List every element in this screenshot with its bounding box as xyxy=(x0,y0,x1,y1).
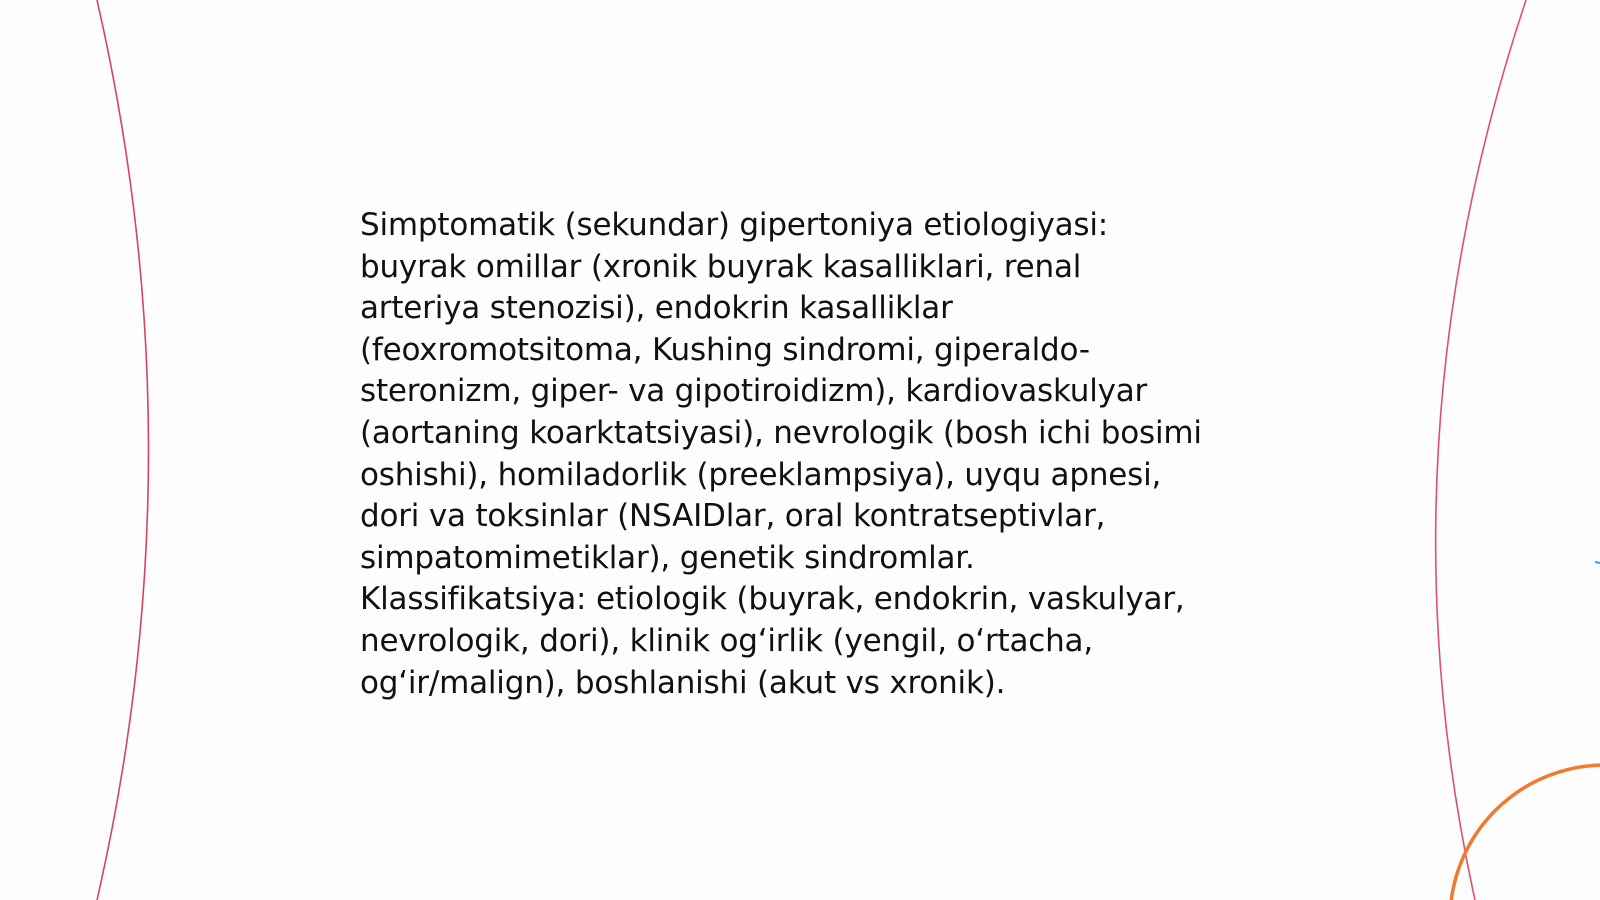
accent-tick xyxy=(1595,562,1600,563)
orange-circle xyxy=(1450,765,1600,900)
slide-body-text: Simptomatik (sekundar) gipertoniya etiologiyasi: buyrak omillar (xronik buyrak kasalliklari, renal arteriya stenozisi), endokrin kasalliklar (feoxromotsitoma, Kushing sindromi, giperaldo-steronizm, giper- va gipotiroidizm), kardiovaskulyar (aortaning koarktatsiyasi), nevrologik (bosh ichi bosimi oshishi), homiladorlik (preeklampsiya), uyqu apnesi, dori va toksinlar (NSAIDlar, oral kontratseptivlar, simpatomimetiklar), genetik sindromlar. Klassifikatsiya: etiologik (buyrak, endokrin, vaskulyar, nevrologik, dori), klinik og‘irlik (yengil, o‘rtacha, og‘ir/malign), boshlanishi (akut vs xronik). xyxy=(360,207,1202,701)
left-arc xyxy=(97,0,149,900)
right-arc xyxy=(1436,0,1526,900)
